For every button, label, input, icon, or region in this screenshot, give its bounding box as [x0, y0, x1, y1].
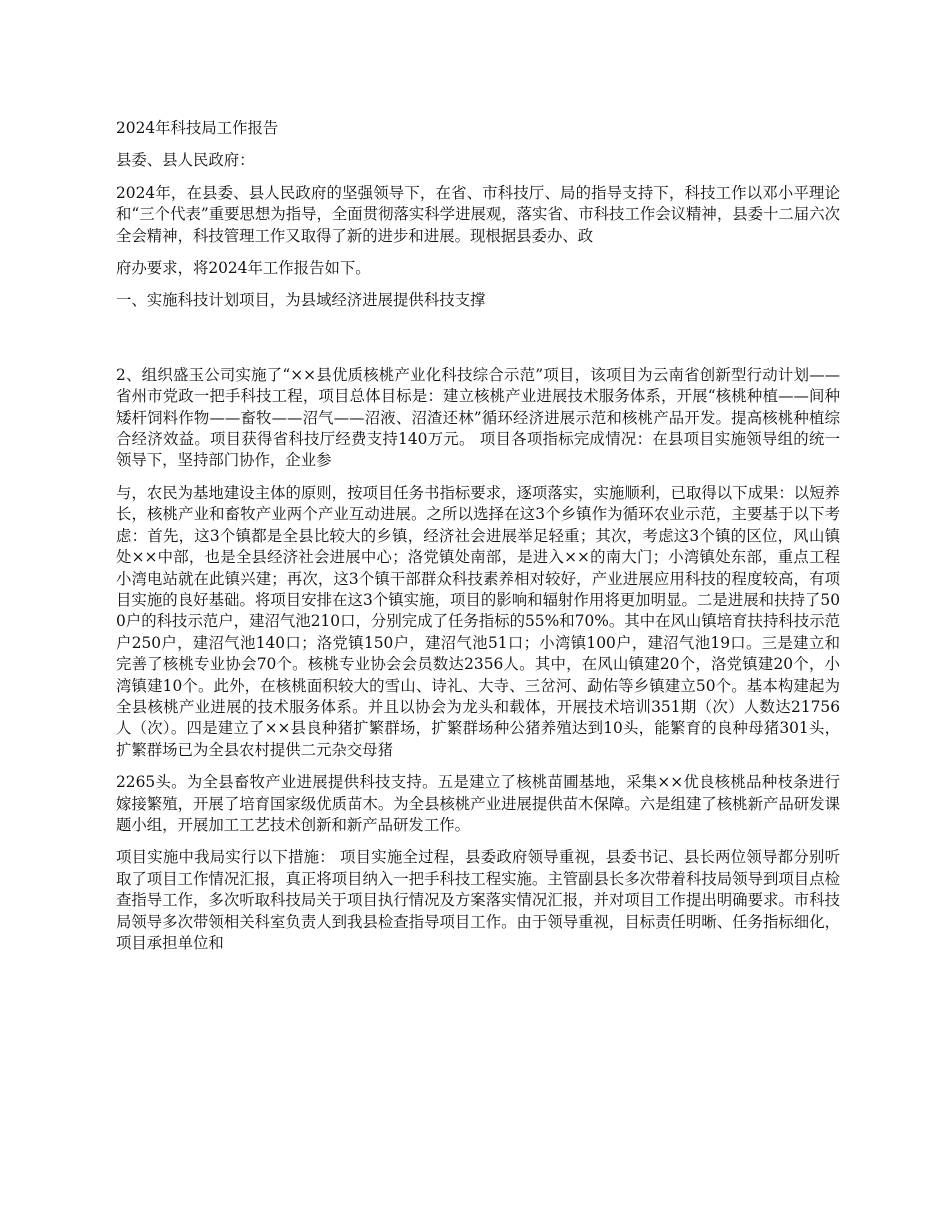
- paragraph-intro: 2024年，在县委、县人民政府的坚强领导下，在省、市科技厅、局的指导支持下，科技工作以邓小平理论和“三个代表”重要思想为指导，全面贯彻落实科学进展观，落实省、市科技工作会议精神，县委十二届六次全会精神，科技管理工作又取得了新的进步和进展。现根据县委办、政: [116, 183, 840, 245]
- document-title: 2024年科技局工作报告: [116, 119, 279, 137]
- paragraph-results-continued: 2265头。为全县畜牧产业进展提供科技支持。五是建立了核桃苗圃基地，采集××优良核桃品种枝条进行嫁接繁殖，开展了培育国家级优质苗木。为全县核桃产业进展提供苗木保障。六是组建了核桃新产品研发课题小组，开展加工工艺技术创新和新产品研发工作。: [116, 773, 840, 834]
- paragraph-measures: 项目实施中我局实行以下措施： 项目实施全过程，县委政府领导重视，县委书记、县长两位领导都分别听取了项目工作情况汇报，真正将项目纳入一把手科技工程实施。主管副县长多次带着科技局领导到项目点检查指导工作，多次听取科技局关于项目执行情况及方案落实情况汇报，并对项目工作提出明确要求。市科技局领导多次带领相关科室负责人到我县检查指导项目工作。由于领导重视，目标责任明晰、任务指标细化，项目承担单位和: [116, 848, 840, 952]
- section-heading-1: 一、实施科技计划项目，为县域经济进展提供科技支撑: [116, 291, 486, 310]
- paragraph-project: 2、组织盛玉公司实施了“××县优质核桃产业化科技综合示范”项目，该项目为云南省创新型行动计划——省州市党政一把手科技工程，项目总体目标是：建立核桃产业进展技术服务体系，开展“核桃种植——间种矮杆饲料作物——畜牧——沼气——沼液、沼渣还林”循环经济进展示范和核桃产品开发。提高核桃种植综合经济效益。项目获得省科技厅经费支持140万元。 项目各项指标完成情况：在县项目实施领导组的统一领导下，坚持部门协作，企业参: [116, 365, 840, 470]
- document-page: [116, 118, 840, 965]
- paragraph-results: 与，农民为基地建设主体的原则，按项目任务书指标要求，逐项落实，实施顺利，已取得以下成果：以短养长，核桃产业和畜牧产业两个产业互动进展。之所以选择在这3个乡镇作为循环农业示范，主要基于以下考虑：首先，这3个镇都是全县比较大的乡镇，经济社会进展举足轻重；其次，考虑这3个镇的区位，风山镇处××中部，也是全县经济社会进展中心；洛党镇处南部，是进入××的南大门；小湾镇处东部，重点工程小湾电站就在此镇兴建；再次，这3个镇干部群众科技素养相对较好，产业进展应用科技的程度较高，有项目实施的良好基础。将项目安排在这3个镇实施，项目的影响和辐射作用将更加明显。二是进展和扶持了500户的科技示范户，建沼气池210口，分别完成了任务指标的55%和70%。其中在风山镇培育扶持科技示范户250户，建沼气池140口；洛党镇150户，建沼气池51口；小湾镇100户，建沼气池19口。三是建立和完善了核桃专业协会70个。核桃专业协会会员数达2356人。其中，在风山镇建20个，洛党镇建20个，小湾镇建10个。此外，在核桃面积较大的雪山、诗礼、大寺、三岔河、勐佑等乡镇建立50个。基本构建起为全县核桃产业进展的技术服务体系。并且以协会为龙头和载体，开展技术培训351期（次）人数达21756人（次）。四是建立了××县良种猪扩繁群场，扩繁群场种公猪养殖达到10头，能繁育的良种母猪301头，扩繁群场已为全县农村提供二元杂交母猪: [116, 483, 840, 759]
- blank-spacer: [116, 323, 840, 365]
- paragraph-intro-continued: 府办要求，将2024年工作报告如下。: [116, 259, 371, 278]
- salutation: 县委、县人民政府：: [116, 151, 255, 170]
